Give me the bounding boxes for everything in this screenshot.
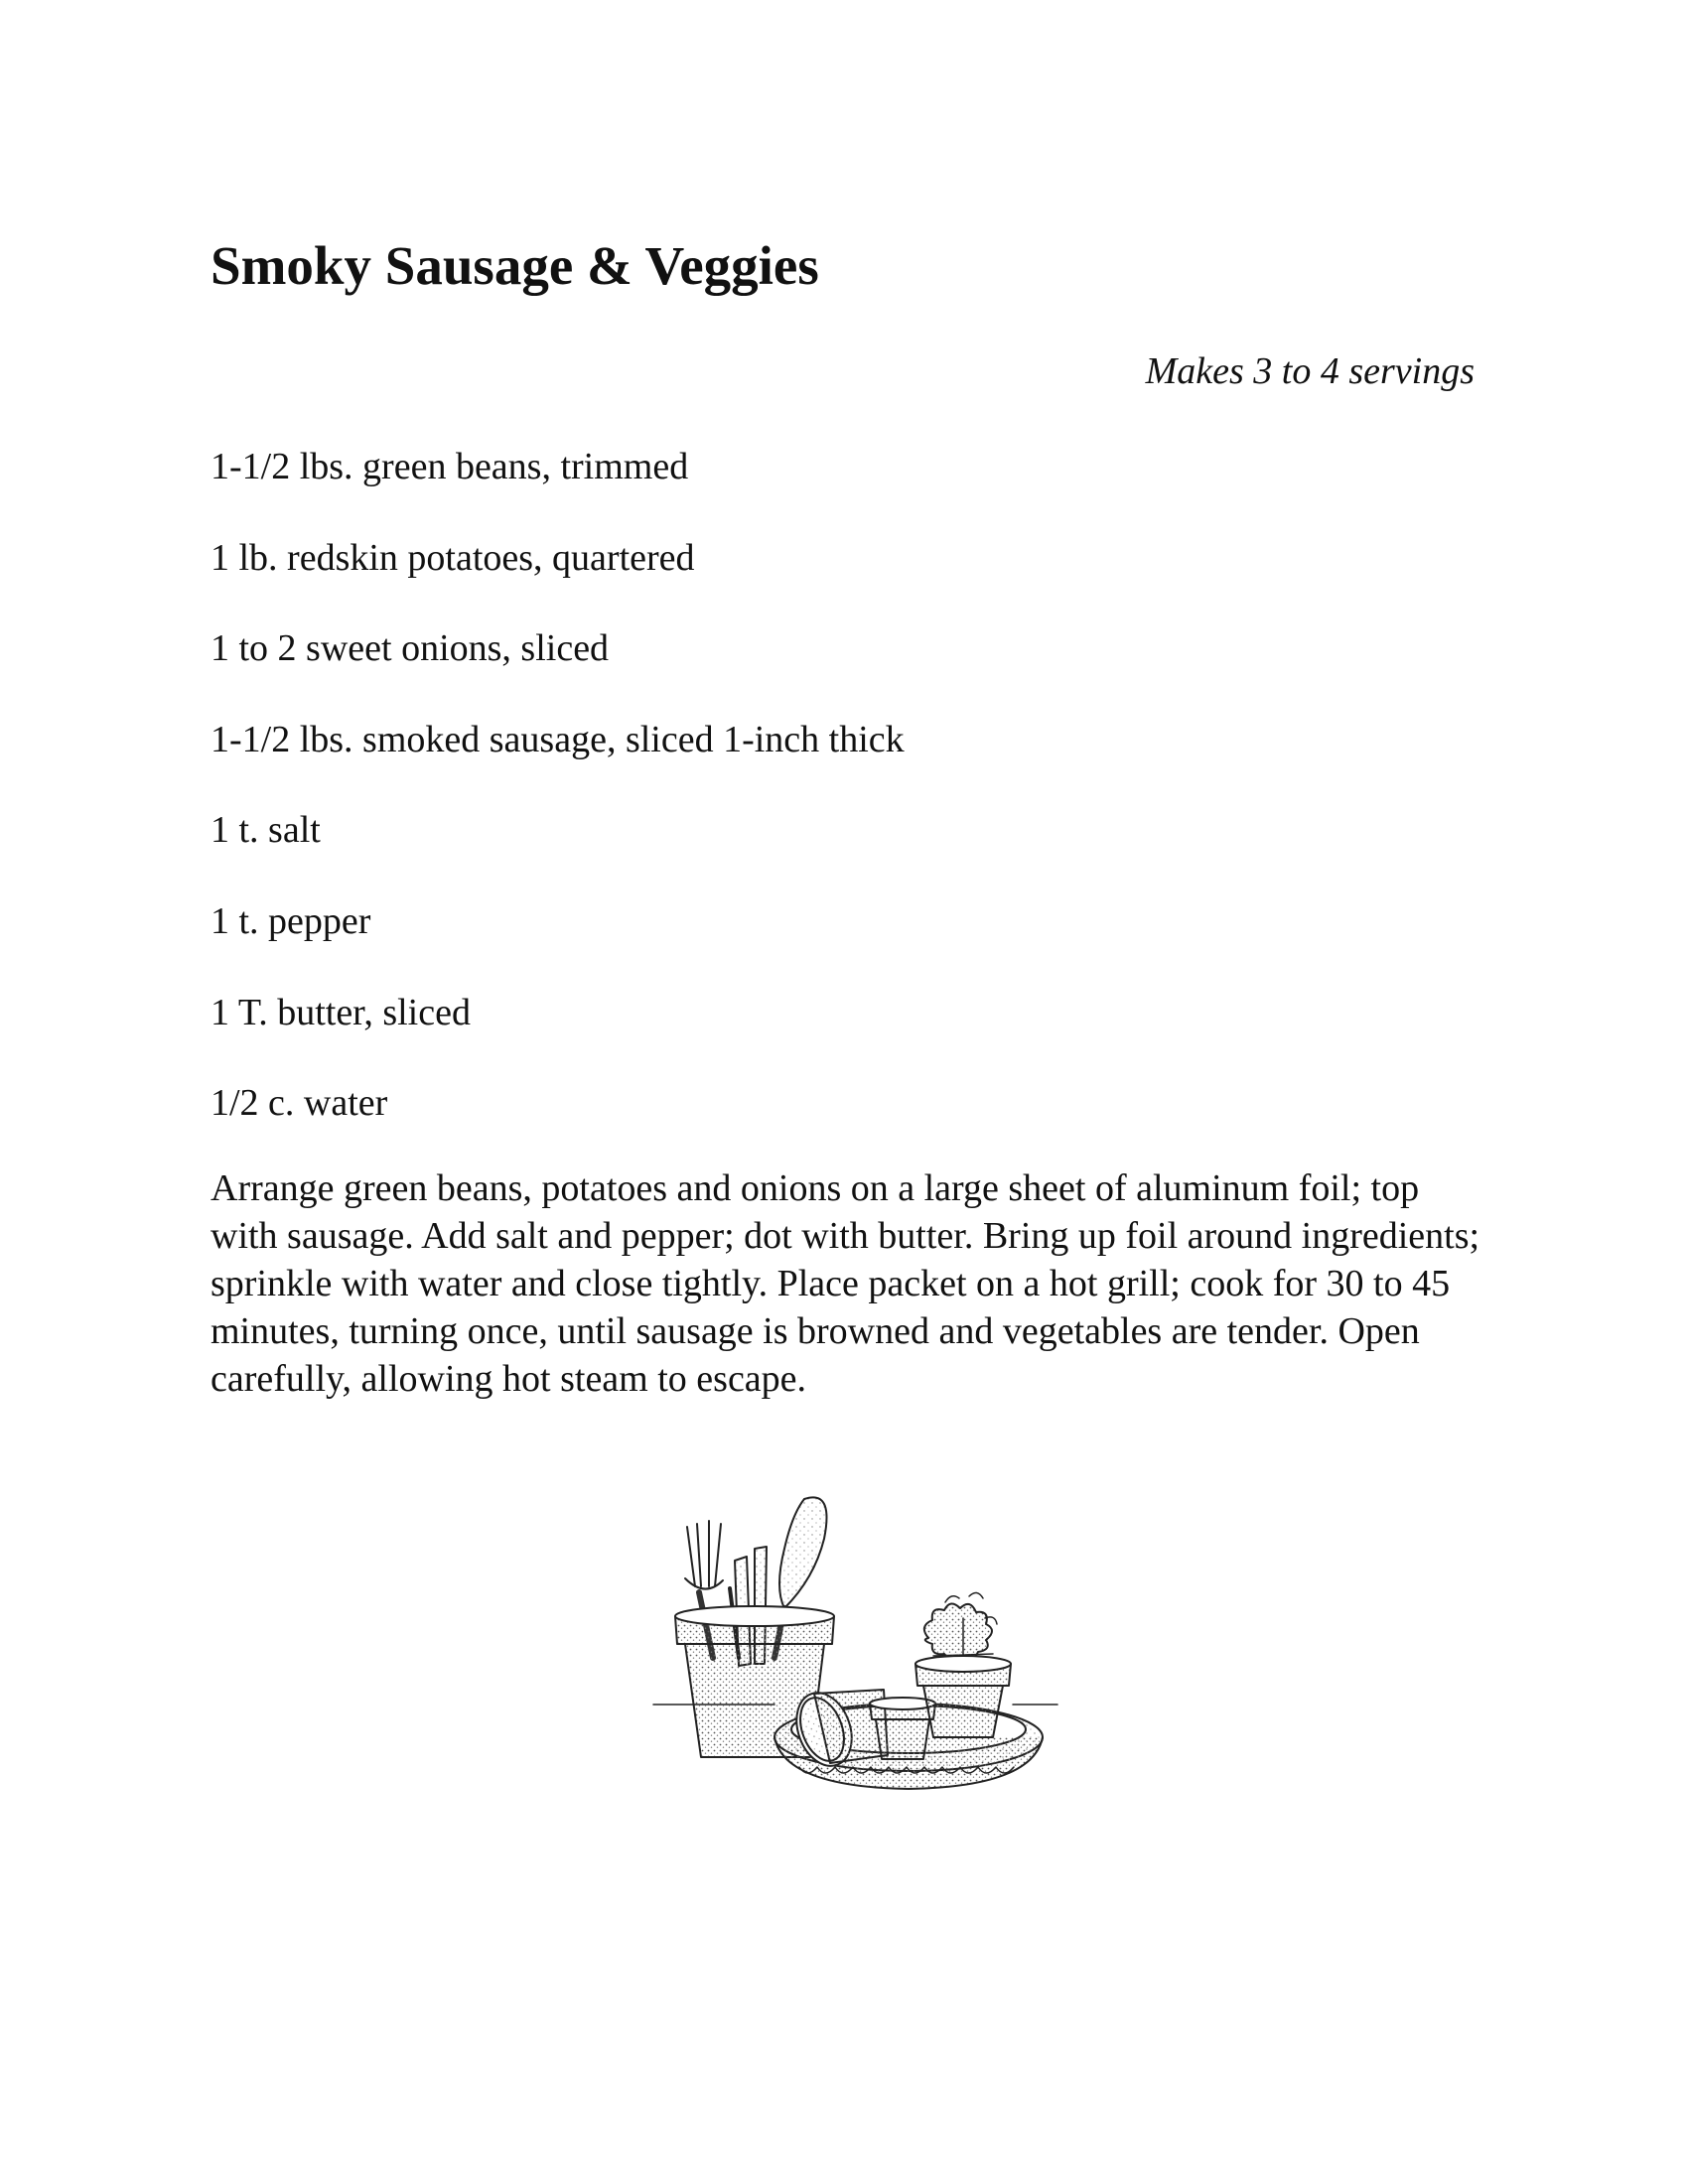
- potted-plant-icon: [915, 1592, 1011, 1737]
- ingredient-item: 1-1/2 lbs. green beans, trimmed: [211, 446, 689, 487]
- directions-paragraph: Arrange green beans, potatoes and onions on a large sheet of aluminum foil; top with sausage. Add salt and pepper; dot with butter. Bring up foil around ingredients; sprinkle with water and close tightly. Place packet on a hot grill; cook for 30 to 45 minutes, turning once, until sausage is browned and vegetables are tender. Open carefully, allowing hot steam to escape.: [211, 1167, 1480, 1400]
- ingredient-item: 1/2 c. water: [211, 1082, 388, 1125]
- ingredient-item: 1 T. butter, sliced: [211, 991, 471, 1033]
- ingredient-item: 1 t. pepper: [211, 899, 371, 942]
- ingredient-item: 1 lb. redskin potatoes, quartered: [211, 536, 695, 579]
- flower-pots-garden-tools-icon: [635, 1469, 1072, 1827]
- recipe-title: Smoky Sausage & Veggies: [211, 235, 819, 296]
- ingredient-item: 1 to 2 sweet onions, sliced: [211, 627, 610, 670]
- ingredient-list: [211, 441, 905, 1168]
- ingredient-item: 1 t. salt: [211, 809, 321, 852]
- small-pot-icon: [870, 1698, 935, 1759]
- ingredient-item: 1-1/2 lbs. smoked sausage, sliced 1-inch thick: [211, 718, 905, 760]
- servings-note: Makes 3 to 4 servings: [1145, 350, 1475, 392]
